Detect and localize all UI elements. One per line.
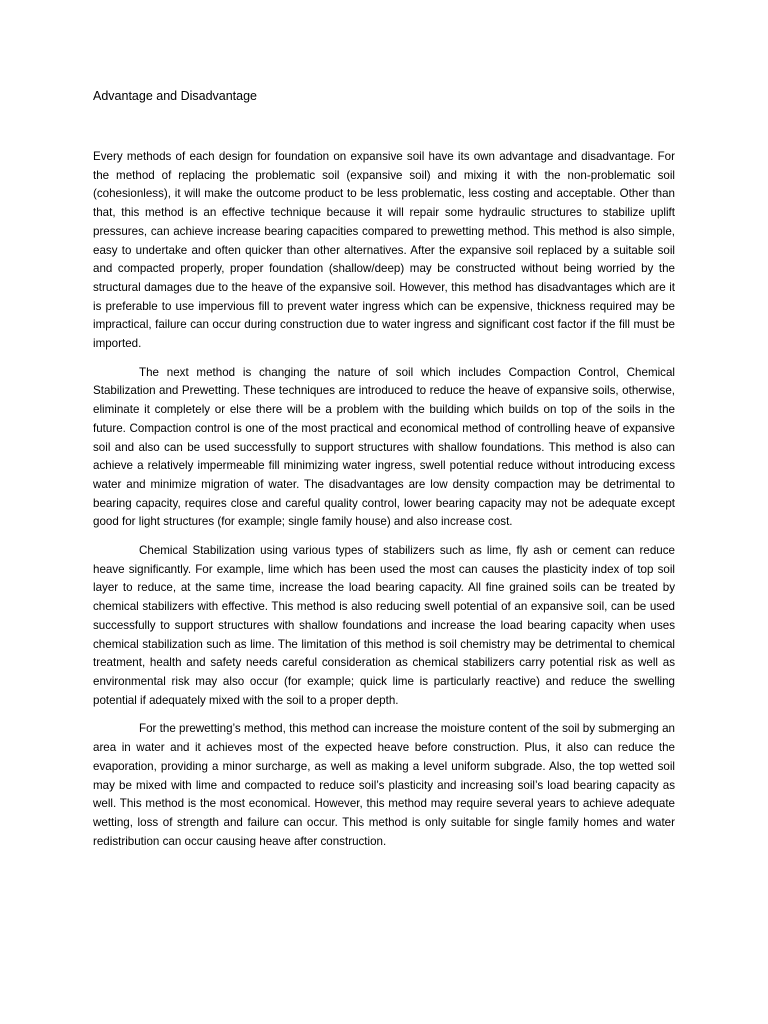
paragraph-changing-soil-nature: The next method is changing the nature of soil which includes Compaction Control, Chemical Stabilization and Prewetting. These techniques are introduced to reduce the heave of expansive soils, otherwise, eliminate it completely or else there will be a problem with the building which builds on top of the soils in the future. Compaction control is one of the most practical and economical method of controlling heave of expansive soil and also can be used successfully to support structures with shallow foundations. This method is also can achieve a relatively impermeable fill minimizing water ingress, swell potential reduce without introducing excess water and minimize migration of water. The disadvantages are low density compaction may be detrimental to bearing capacity, requires close and careful quality control, lower bearing capacity may not be adequate except good for light structures (for example; single family house) and also increase cost. [93,365,675,529]
paragraph-prewetting-method: For the prewetting’s method, this method can increase the moisture content of the soil by submerging an area in water and it achieves most of the expected heave before construction. Plus, it also can reduce the evaporation, providing a minor surcharge, as well as making a level uniform subgrade. Also, the top wetted soil may be mixed with lime and compacted to reduce soil’s plasticity and increasing soil’s load bearing capacity as well. This method is the most economical. However, this method may require several years to achieve adequate wetting, loss of strength and failure can occur. This method is only suitable for single family homes and water redistribution can occur causing heave after construction. [93,722,675,848]
document-body [93,148,675,861]
paragraph-replacement-method: Every methods of each design for foundation on expansive soil have its own advantage and disadvantage. For the method of replacing the problematic soil (expansive soil) and mixing it with the non-problematic soil (cohesionless), it will make the outcome product to be less problematic, less costing and acceptable. Other than that, this method is an effective technique because it will repair some hydraulic structures to stabilize uplift pressures, can achieve increase bearing capacities compared to prewetting method. This method is also simple, easy to undertake and often quicker than other alternatives. After the expansive soil replaced by a suitable soil and compacted properly, proper foundation (shallow/deep) may be constructed without being worried by the structural damages due to the heave of the expansive soil. However, this method has disadvantages which are it is preferable to use impervious fill to prevent water ingress which can be expensive, thickness required may be impractical, failure can occur during construction due to water ingress and significant cost factor if the fill must be imported. [93,150,675,351]
paragraph-chemical-stabilization: Chemical Stabilization using various types of stabilizers such as lime, fly ash or cement can reduce heave significantly. For example, lime which has been used the most can causes the plasticity index of top soil layer to reduce, at the same time, increase the load bearing capacity. All fine grained soils can be treated by chemical stabilizers with effective. This method is also reducing swell potential of an expansive soil, can be used successfully to support structures with shallow foundations and increase the load bearing capacity when uses chemical stabilization such as lime. The limitation of this method is soil chemistry may be detrimental to chemical treatment, health and safety needs careful consideration as chemical stabilizers carry potential risk as well as environmental risk may also occur (for example; quick lime is particularly reactive) and reduce the swelling potential if adequately mixed with the soil to a proper depth. [93,544,675,707]
document-heading: Advantage and Disadvantage [93,89,258,103]
